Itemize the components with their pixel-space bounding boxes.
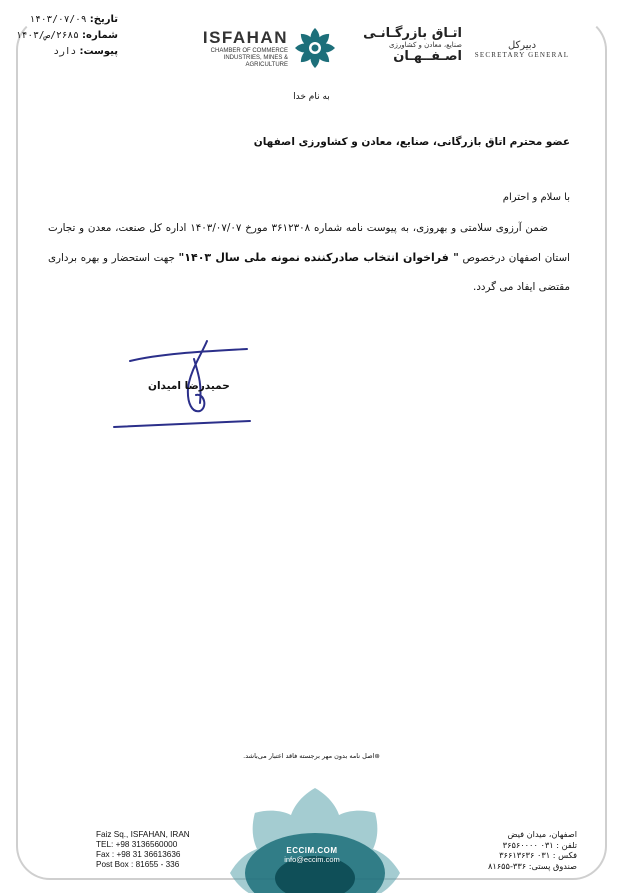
footer-website: ECCIM.COM info@eccim.com (284, 846, 340, 864)
footer-contact-english: Faiz Sq., ISFAHAN, IRAN TEL: +98 3136560000 Fax : +98 31 36613636 Post Box : 81655 - 336 (96, 830, 190, 869)
secretary-general-title: دبیرکل SECRETARY GENERAL (474, 40, 570, 59)
logo-persian: اتـاق بازرگـانـی صنایع، معادن و کشاورزی اصـفــهـان (363, 26, 462, 64)
footer-contact-persian: اصفهان، میدان فیض تلفن : ۰۳۱ ۳۶۵۶۰۰۰۰ فکس : ۰۳۱ ۳۶۶۱۳۶۳۶ صندوق پستی: ۳۳۶-۸۱۶۵۵ (487, 829, 577, 871)
attachment-row: پیوست: دارد (53, 46, 118, 57)
validity-note: ⊛اصل نامه بدون مهر برجسته فاقد اعتبار می‌باشد. (243, 752, 380, 760)
signatory-name: حمیدرضا امیدان (148, 380, 230, 392)
border-gap (180, 10, 480, 22)
logo-emblem-icon (291, 24, 339, 72)
basmala: به نام خدا (293, 92, 330, 102)
body-highlight: " فراخوان انتخاب صادرکننده نمونه ملی سال ۱۴۰۳" (178, 251, 459, 264)
greeting: با سلام و احترام (502, 192, 570, 203)
letter-meta (8, 12, 118, 60)
number-row: شماره: ۲۶۸۵/ص/۱۴۰۳ (15, 30, 118, 41)
letter-body (48, 214, 570, 302)
recipient-line: عضو محترم اتاق بازرگانی، صنایع، معادن و کشاورزی اصفهان (253, 136, 570, 148)
logo-english: ISFAHAN CHAMBER OF COMMERCE INDUSTRIES, MINES & AGRICULTURE (202, 28, 288, 68)
chamber-logo (196, 24, 466, 72)
body-paragraph: ضمن آرزوی سلامتی و بهروزی، به پیوست نامه شماره ۳۶۱۲۳۰۸ مورخ ۱۴۰۳/۰۷/۰۷ اداره کل صنعت، معدن و تجارت استان اصفهان درخصوص " فراخوان انتخاب صادرکننده نمونه ملی سال ۱۴۰۳" جهت استحضار و بهره برداری مقتضی ایفاد می گردد. (48, 222, 570, 293)
footer-emblem-icon (200, 778, 430, 893)
date-row: تاریخ: ۱۴۰۳/۰۷/۰۹ (29, 14, 118, 25)
